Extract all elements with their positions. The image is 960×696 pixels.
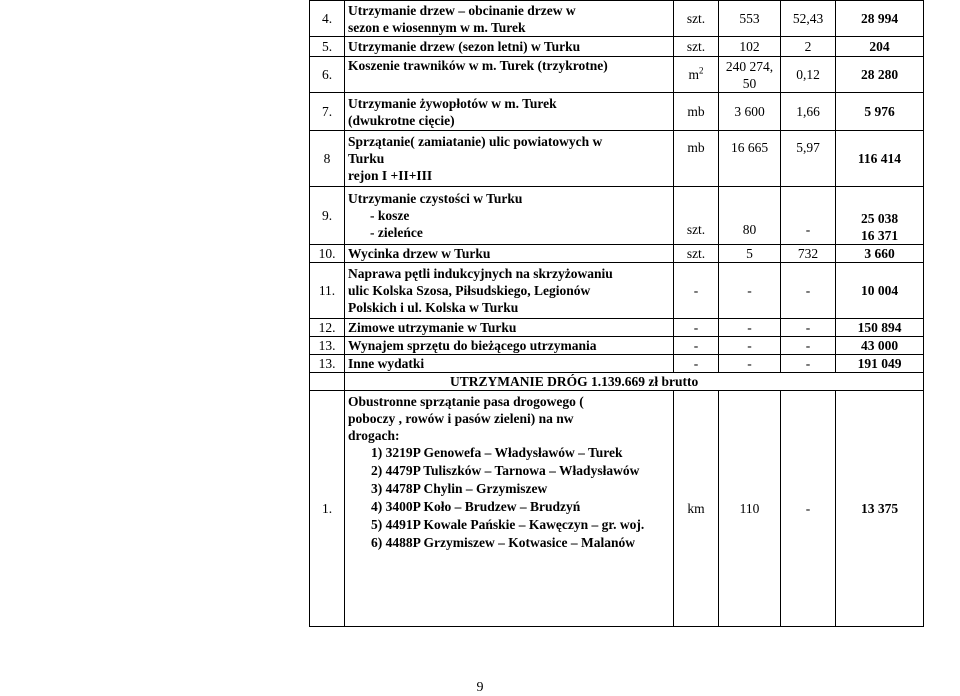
row-quantity: - (719, 337, 781, 355)
row-description: Zimowe utrzymanie w Turku (345, 319, 674, 337)
desc-line: Turku (348, 151, 385, 166)
row-unit: - (674, 355, 719, 373)
row-quantity: 3 600 (719, 93, 781, 131)
row-total: 10 004 (836, 263, 924, 319)
row-number: 7. (310, 93, 345, 131)
row-unit: km (674, 391, 719, 627)
page-number: 9 (476, 680, 484, 695)
unit-superscript: 2 (699, 65, 704, 76)
table-row (310, 93, 924, 131)
row-unit: - (674, 337, 719, 355)
row-total: 116 414 (836, 131, 924, 187)
row-price: 1,66 (781, 93, 836, 131)
road-item: 4) 3400P Koło – Brudzew – Brudzyń (371, 499, 581, 514)
desc-line: - kosze (370, 208, 410, 223)
row-quantity: 110 (719, 391, 781, 627)
row-quantity: 5 (719, 245, 781, 263)
desc-line: rejon I +II+III (348, 168, 433, 183)
row-quantity: - (719, 355, 781, 373)
row-unit: - (674, 263, 719, 319)
row-total: 3 660 (836, 245, 924, 263)
row-description: Wynajem sprzętu do bieżącego utrzymania (345, 337, 674, 355)
row-number: 1. (310, 391, 345, 627)
desc-line: Sprzątanie( zamiatanie) ulic powiatowych w (348, 134, 603, 149)
road-item: 1) 3219P Genowefa – Władysławów – Turek (371, 445, 623, 460)
road-item: 3) 4478P Chylin – Grzymiszew (371, 481, 548, 496)
road-list (348, 444, 648, 552)
row-number: 9. (310, 187, 345, 245)
table-row (310, 337, 924, 355)
row-number: 8 (310, 131, 345, 187)
row-number: 5. (310, 37, 345, 57)
row-description (345, 391, 674, 627)
desc-line: - zieleńce (370, 225, 423, 240)
desc-line: Utrzymanie drzew – obcinanie drzew w (348, 2, 576, 18)
row-quantity: - (719, 263, 781, 319)
table-row (310, 263, 924, 319)
cost-table (309, 0, 924, 627)
row-number: 10. (310, 245, 345, 263)
row-number: 13. (310, 337, 345, 355)
road-item: 6) 4488P Grzymiszew – Kotwasice – Malanów (371, 535, 635, 550)
unit-text: m (688, 67, 699, 82)
table-row (310, 187, 924, 245)
desc-line: drogach: (348, 428, 400, 443)
road-item: 5) 4491P Kowale Pańskie – Kawęczyn – gr. woj. (371, 517, 645, 532)
row-price: 52,43 (781, 1, 836, 37)
row-unit (674, 57, 719, 93)
row-unit: mb (674, 93, 719, 131)
section-heading-row (310, 373, 924, 391)
desc-line: Utrzymanie żywopłotów w m. Turek (348, 95, 557, 111)
row-unit: szt. (674, 245, 719, 263)
row-unit: szt. (674, 37, 719, 57)
table-row (310, 1, 924, 37)
row-quantity: - (719, 319, 781, 337)
desc-line: ulic Kolska Szosa, Piłsudskiego, Legionów (348, 283, 591, 298)
row-price: - (781, 319, 836, 337)
desc-line: (dwukrotne cięcie) (348, 112, 455, 128)
row-price: - (781, 391, 836, 627)
row-total: 28 994 (836, 1, 924, 37)
row-description: Inne wydatki (345, 355, 674, 373)
total-line: 25 038 (860, 211, 899, 226)
table-row (310, 37, 924, 57)
section-heading: UTRZYMANIE DRÓG 1.139.669 zł brutto (345, 373, 924, 391)
row-price: - (781, 187, 836, 245)
row-total: 43 000 (836, 337, 924, 355)
row-description (345, 131, 674, 187)
table-row (310, 391, 924, 627)
desc-line: Obustronne sprzątanie pasa drogowego ( (348, 394, 584, 409)
row-quantity: 553 (719, 1, 781, 37)
table-row (310, 245, 924, 263)
row-price: 2 (781, 37, 836, 57)
row-quantity: 102 (719, 37, 781, 57)
row-number: 11. (310, 263, 345, 319)
row-unit: szt. (674, 187, 719, 245)
row-total: 204 (836, 37, 924, 57)
row-total: 28 280 (836, 57, 924, 93)
row-description: Koszenie trawników w m. Turek (trzykrotne) (345, 57, 674, 93)
row-quantity: 16 665 (719, 131, 781, 187)
row-total: 191 049 (836, 355, 924, 373)
desc-line: poboczy , rowów i pasów zieleni) na nw (348, 411, 574, 426)
table-row (310, 355, 924, 373)
row-total: 5 976 (836, 93, 924, 131)
row-quantity: 80 (719, 187, 781, 245)
row-price: - (781, 337, 836, 355)
total-line: 16 371 (860, 228, 899, 243)
row-unit: mb (674, 131, 719, 187)
row-price: 0,12 (781, 57, 836, 93)
desc-line: Naprawa pętli indukcyjnych na skrzyżowaniu (348, 266, 613, 281)
table-row (310, 57, 924, 93)
row-description: Utrzymanie drzew (sezon letni) w Turku (345, 37, 674, 57)
row-total: 150 894 (836, 319, 924, 337)
desc-line: Utrzymanie czystości w Turku (348, 191, 523, 206)
row-number: 4. (310, 1, 345, 37)
table-row (310, 131, 924, 187)
row-unit: - (674, 319, 719, 337)
row-price: 732 (781, 245, 836, 263)
desc-line: Polskich i ul. Kolska w Turku (348, 300, 519, 315)
row-price: 5,97 (781, 131, 836, 187)
row-price: - (781, 355, 836, 373)
row-description (345, 1, 674, 37)
row-quantity: 240 274, 50 (719, 57, 781, 93)
table-row (310, 319, 924, 337)
row-description (345, 93, 674, 131)
row-price: - (781, 263, 836, 319)
row-description (345, 263, 674, 319)
row-unit: szt. (674, 1, 719, 37)
row-description: Wycinka drzew w Turku (345, 245, 674, 263)
row-total: 13 375 (836, 391, 924, 627)
row-number: 6. (310, 57, 345, 93)
row-total (836, 187, 924, 245)
row-number: 13. (310, 355, 345, 373)
row-number: 12. (310, 319, 345, 337)
row-description (345, 187, 674, 245)
desc-line: sezon e wiosennym w m. Turek (348, 19, 526, 35)
road-item: 2) 4479P Tuliszków – Tarnowa – Władysławów (371, 463, 640, 478)
heading-empty-cell (310, 373, 345, 391)
